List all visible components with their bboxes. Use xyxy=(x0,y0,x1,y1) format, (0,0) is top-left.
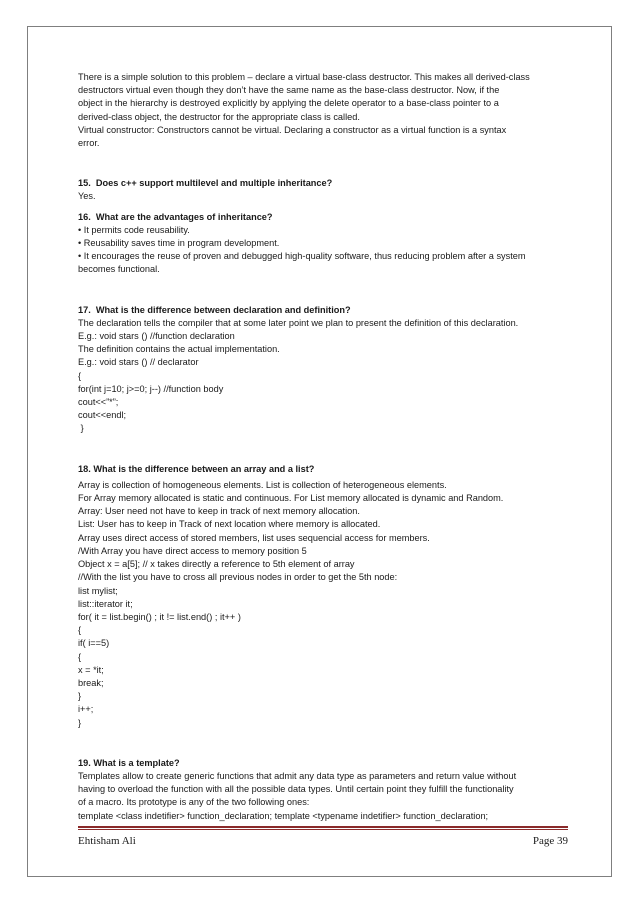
code-line: cout<<”*”; xyxy=(78,397,119,408)
question-title: 16. What are the advantages of inheritance? xyxy=(78,211,273,222)
intro-section xyxy=(78,71,568,150)
bullet-item: • Reusability saves time in program development. xyxy=(78,238,280,249)
footer-author: Ehtisham Ali xyxy=(78,835,136,847)
body-text-line: derived-class object, the destructor for the appropriate class is called. xyxy=(78,111,360,122)
body-text-line: of a macro. Its prototype is any of the two following ones: xyxy=(78,797,310,808)
body-text-line: object in the hierarchy is destroyed explicitly by applying the delete operator to a base-class pointer to a xyxy=(78,98,499,109)
body-text-line: There is a simple solution to this problem – declare a virtual base-class destructor. This makes all derived-class xyxy=(78,72,530,82)
body-text-line: having to overload the function with all the possible data types. Until certain point they fulfill the functionality xyxy=(78,784,514,795)
code-line: i++; xyxy=(78,704,94,715)
body-text-line: For Array memory allocated is static and continuous. For List memory allocated is dynamic and Random. xyxy=(78,493,504,504)
code-line: cout<<endl; xyxy=(78,410,127,421)
question-16 xyxy=(78,211,568,277)
question-19 xyxy=(78,757,568,823)
code-line: list mylist; xyxy=(78,585,118,596)
body-text-line: Array is collection of homogeneous elements. List is collection of heterogeneous elements. xyxy=(78,479,447,490)
code-line: E.g.: void stars () //function declaration xyxy=(78,331,235,342)
code-line: } xyxy=(78,423,84,434)
body-text-line: template <class indetifier> function_declaration; template <typename indetifier> function_declaration; xyxy=(78,810,489,821)
code-line: //With the list you have to cross all previous nodes in order to get the 5th node: xyxy=(78,572,398,583)
question-15 xyxy=(78,177,568,203)
code-line: { xyxy=(78,370,82,381)
bullet-item: • It permits code reusability. xyxy=(78,224,190,235)
body-text-line: Array: User need not have to keep in track of next memory allocation. xyxy=(78,506,360,517)
body-text-line: becomes functional. xyxy=(78,264,160,275)
body-text-line: Virtual constructor: Constructors cannot be virtual. Declaring a constructor as a virtual function is a syntax xyxy=(78,124,507,135)
footer-divider-thin xyxy=(78,829,568,830)
code-line: Object x = a[5]; // x takes directly a reference to 5th element of array xyxy=(78,559,355,570)
code-line: break; xyxy=(78,677,104,688)
body-text-line: List: User has to keep in Track of next location where memory is allocated. xyxy=(78,519,381,530)
code-line: /With Array you have direct access to memory position 5 xyxy=(78,545,307,556)
code-line: if( i==5) xyxy=(78,638,110,649)
code-line: list::iterator it; xyxy=(78,598,133,609)
code-line: for( it = list.begin() ; it != list.end() ; it++ ) xyxy=(78,611,241,622)
code-line: for(int j=10; j>=0; j--) //function body xyxy=(78,383,224,394)
body-text-line: Array uses direct access of stored members, list uses sequencial access for members. xyxy=(78,532,430,543)
question-title: 17. What is the difference between declaration and definition? xyxy=(78,304,351,315)
question-title: 19. What is a template? xyxy=(78,757,180,768)
code-line: { xyxy=(78,625,82,636)
body-text-line: Templates allow to create generic functions that admit any data type as parameters and return value without xyxy=(78,770,517,781)
body-text-line: The definition contains the actual implementation. xyxy=(78,344,280,355)
footer-divider xyxy=(78,826,568,828)
footer-page-number: Page 39 xyxy=(532,835,568,847)
code-line: { xyxy=(78,651,82,662)
question-17 xyxy=(78,304,568,436)
code-line: } xyxy=(78,717,82,728)
body-text-line: error. xyxy=(78,138,100,149)
document-body xyxy=(78,71,568,823)
question-title: 18. What is the difference between an array and a list? xyxy=(78,463,315,474)
body-text-line: The declaration tells the compiler that at some later point we plan to present the definition of this declaration. xyxy=(78,317,519,328)
code-line: E.g.: void stars () // declarator xyxy=(78,357,199,368)
code-line: x = *it; xyxy=(78,664,104,675)
page-footer xyxy=(78,835,568,851)
body-text-line: Yes. xyxy=(78,191,96,202)
bullet-item: • It encourages the reuse of proven and debugged high-quality software, thus reducing problem after a system xyxy=(78,251,526,262)
body-text-line: destructors virtual even though they don’t have the same name as the base-class destructor. Now, if the xyxy=(78,85,500,96)
question-title: 15. Does c++ support multilevel and multiple inheritance? xyxy=(78,178,333,189)
code-line: } xyxy=(78,691,82,702)
question-18 xyxy=(78,463,568,730)
